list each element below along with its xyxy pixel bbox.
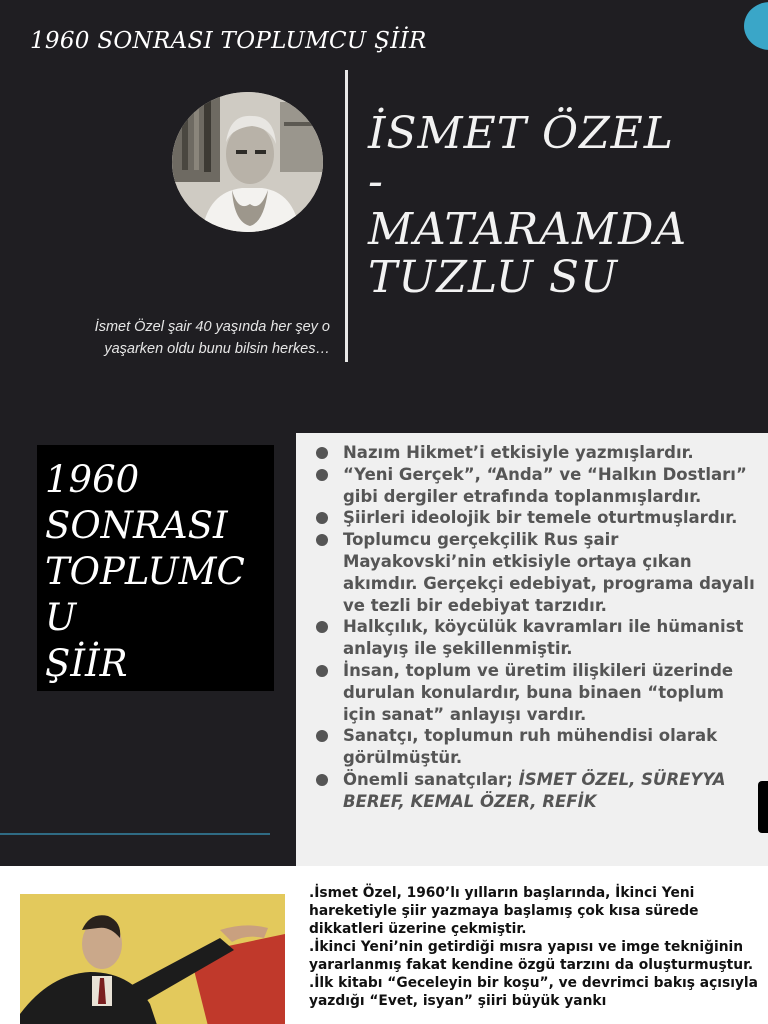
slide-title xyxy=(0,0,768,433)
bullet-item: Toplumcu gerçekçilik Rus şair Mayakovski’nin etkisiyle ortaya çıkan akımdır. Gerçekçi edebiyat, programa dayalı ve tezli bir edebiyat tarzıdır. xyxy=(343,529,758,616)
section-title-box xyxy=(37,445,274,691)
bullet-item: Sanatçı, toplumun ruh mühendisi olarak görülmüştür. xyxy=(343,725,758,769)
bullet-item: Halkçılık, köycülük kavramları ile hümanist anlayış ile şekillenmiştir. xyxy=(343,616,758,660)
painting-drawing xyxy=(20,894,285,1024)
slide-movement xyxy=(0,433,768,866)
vertical-divider xyxy=(345,70,348,362)
biography-paragraph: .İlk kitabı “Geceleyin bir koşu”, ve devrimci bakış açısıyla yazdığı “Evet, isyan” şiiri büyük yankı xyxy=(309,975,758,1009)
biography-paragraph: .İkinci Yeni’nin getirdiği mısra yapısı ve imge tekniğinin yararlanmış fakat kendine özgü tarzını da oluşturmuştur. xyxy=(309,939,754,973)
caption-line: İsmet Özel şair 40 yaşında her şey o xyxy=(94,319,330,335)
bullet-item-artists xyxy=(343,769,758,813)
section-title-line: SONRASI xyxy=(45,504,228,547)
portrait-drawing xyxy=(172,92,323,232)
section-title xyxy=(45,457,270,687)
accent-circle xyxy=(744,2,768,50)
title-line: TUZLU SU xyxy=(368,252,619,303)
bullet-item: Şiirleri ideolojik bir temele oturtmuşlardır. xyxy=(343,507,758,529)
slide-subtitle: 1960 SONRASI TOPLUMCU ŞİİR xyxy=(30,28,427,54)
bullet-list xyxy=(296,433,768,813)
section-title-line: TOPLUMC xyxy=(45,550,245,593)
biography-paragraph: .İsmet Özel, 1960’lı yılların başlarında, İkinci Yeni hareketiyle şiir yazmaya başlamış çok kısa sürede dikkatleri üzerine çekmiştir. xyxy=(309,885,699,937)
bullet-item: İnsan, toplum ve üretim ilişkileri üzerinde durulan konulardır, buna binaen “toplum için sanat” anlayışı vardır. xyxy=(343,660,758,725)
section-title-line: ŞİİR xyxy=(45,642,128,685)
bullet-item: “Yeni Gerçek”, “Anda” ve “Halkın Dostları” gibi dergiler etrafında toplanmışlardır. xyxy=(343,464,758,508)
title-line: MATARAMDA xyxy=(368,204,688,255)
slide-biography xyxy=(0,866,768,1024)
caption-line: yaşarken oldu bunu bilsin herkes… xyxy=(104,341,330,357)
section-title-line: 1960 xyxy=(45,458,140,501)
poem-caption xyxy=(40,316,330,360)
horizontal-divider xyxy=(0,833,270,835)
bullet-item: Nazım Hikmet’i etkisiyle yazmışlardır. xyxy=(343,442,758,464)
artists-prefix: Önemli sanatçılar; xyxy=(343,769,519,789)
poet-portrait-image xyxy=(172,92,323,232)
side-tab xyxy=(758,781,768,833)
section-title-line: U xyxy=(45,596,77,639)
bullet-panel xyxy=(296,433,768,866)
biography-text xyxy=(309,884,761,1010)
artists-names: İSMET ÖZEL, SÜREYYA BEREF, KEMAL ÖZER, REFİK xyxy=(343,769,726,811)
propaganda-painting-image xyxy=(20,894,285,1024)
title-line: İSMET ÖZEL xyxy=(368,108,675,159)
title-line: - xyxy=(368,156,384,207)
slide-title-text xyxy=(368,110,758,302)
